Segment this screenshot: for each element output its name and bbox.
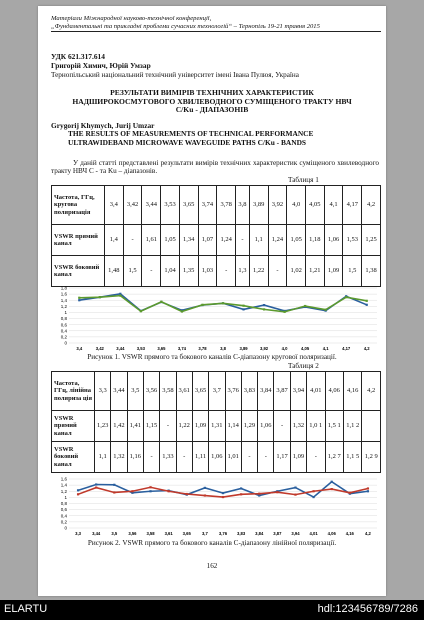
- table-cell: 1,5: [343, 256, 362, 287]
- table-cell: -: [217, 256, 236, 287]
- data-point: [99, 296, 101, 298]
- table-cell: 1,3: [236, 256, 250, 287]
- x-tick-label: 4,06: [327, 531, 336, 536]
- table-cell: 1,14: [225, 411, 241, 442]
- data-point: [263, 308, 265, 310]
- table-cell: 1,05: [161, 225, 180, 256]
- table-cell: 1,5 1: [325, 411, 343, 442]
- table-cell: 4,17: [343, 186, 362, 225]
- table-cell: -: [307, 442, 325, 473]
- table2-caption: Таблиця 2: [288, 362, 319, 370]
- data-point: [149, 490, 151, 492]
- y-tick-label: 1,2: [60, 303, 67, 309]
- table-cell: 1,06: [324, 225, 343, 256]
- authors-en: Grygorij Khymych, Jurij Umzar: [51, 121, 155, 130]
- paper-page: [38, 6, 386, 596]
- data-point: [95, 483, 97, 485]
- table-cell: 1,02: [287, 256, 306, 287]
- conference-header: [51, 15, 381, 32]
- y-tick-label: 1,6: [60, 476, 67, 482]
- table-cell: 3,61: [176, 372, 192, 411]
- y-tick-label: 0: [64, 340, 67, 346]
- affiliation: Тернопільський національний технічний університет імені Івана Пулюя, Україна: [51, 71, 299, 79]
- data-point: [312, 490, 314, 492]
- table-cell: 1,35: [179, 256, 198, 287]
- x-tick-label: 3,44: [116, 346, 125, 351]
- table-cell: 3,87: [274, 372, 290, 411]
- table-cell: 1,1 2: [343, 411, 361, 442]
- table-cell: 3,76: [225, 372, 241, 411]
- table-cell: 1,06: [258, 411, 274, 442]
- table-cell: 1,1: [95, 442, 111, 473]
- table-cell: -: [241, 442, 257, 473]
- title-en-line: ULTRAWIDEBAND MICROWAVE WAVEGUIDE PATHS C/Ku - BANDS: [68, 137, 307, 147]
- x-tick-label: 3,78: [198, 346, 207, 351]
- table-cell: 3,92: [268, 186, 287, 225]
- data-point: [294, 486, 296, 488]
- data-point: [284, 311, 286, 313]
- data-point: [181, 310, 183, 312]
- footer-handle-link[interactable]: hdl:123456789/7286: [317, 603, 418, 615]
- conference-header-line1: Матеріали Міжнародної науково-технічної конференції,: [51, 15, 212, 22]
- title-ua-line: C/Ku - ДІАПАЗОНІВ: [175, 105, 249, 115]
- y-tick-label: 0,2: [60, 334, 67, 340]
- data-point: [367, 487, 369, 489]
- table-cell: 1,09: [290, 442, 306, 473]
- table-cell: 1,09: [192, 411, 208, 442]
- conference-header-line2: „Фундаментальні та прикладні проблеми сучасних технологій“ – Тернопіль 19-21 травня 2015: [51, 23, 381, 32]
- table-cell: 4,01: [307, 372, 325, 411]
- table-cell: 3,44: [142, 186, 161, 225]
- x-tick-label: 3,74: [177, 346, 187, 351]
- data-point: [242, 305, 244, 307]
- table-cell: 1,25: [362, 225, 381, 256]
- table-cell: 1,05: [287, 225, 306, 256]
- table-row: [52, 372, 381, 411]
- data-point: [131, 490, 133, 492]
- data-point: [222, 302, 224, 304]
- table-cell: 1,22: [249, 256, 268, 287]
- y-tick-label: 0,8: [60, 316, 67, 322]
- table-cell: 1,0 1: [307, 411, 325, 442]
- table-cell: 3,74: [198, 186, 217, 225]
- data-point: [304, 305, 306, 307]
- table-cell: 1,32: [290, 411, 306, 442]
- table-cell: -: [160, 411, 176, 442]
- chart1: [51, 285, 381, 351]
- data-point: [186, 493, 188, 495]
- table-cell: 1,48: [105, 256, 124, 287]
- x-tick-label: 4,2: [363, 346, 370, 351]
- data-point: [77, 493, 79, 495]
- figure2-caption: Рисунок 2. VSWR прямого та бокового каналів С-діапазону лінійної поляризації.: [87, 539, 337, 547]
- x-tick-label: 3,92: [259, 346, 269, 351]
- table-cell: 1,32: [111, 442, 127, 473]
- x-tick-label: 3,53: [136, 346, 145, 351]
- table-cell: 3,56: [143, 372, 159, 411]
- table-cell: 1,5: [123, 256, 142, 287]
- data-point: [204, 494, 206, 496]
- y-tick-label: 1,4: [60, 297, 67, 303]
- table-cell: 1,53: [343, 225, 362, 256]
- table-cell: 1,07: [198, 225, 217, 256]
- table-cell: 3,5: [127, 372, 143, 411]
- table-cell: 1,38: [362, 256, 381, 287]
- x-tick-label: 4,16: [345, 531, 354, 536]
- table-cell: 4,05: [305, 186, 324, 225]
- y-tick-label: 1: [64, 494, 67, 500]
- x-tick-label: 3,58: [146, 531, 155, 536]
- chart2: [51, 476, 381, 536]
- x-tick-label: 3,87: [273, 531, 282, 536]
- data-point: [119, 295, 121, 297]
- data-point: [331, 488, 333, 490]
- table-cell: 1,2 9: [362, 442, 381, 473]
- data-point: [294, 494, 296, 496]
- table-row: [52, 411, 381, 442]
- table-cell: 1,31: [209, 411, 225, 442]
- data-point: [263, 304, 265, 306]
- table-cell: 3,42: [123, 186, 142, 225]
- data-point: [77, 489, 79, 491]
- table-cell: 1,1 5: [343, 442, 361, 473]
- row-header: VSWR прямий канал: [52, 411, 95, 442]
- data-point: [276, 491, 278, 493]
- table-cell: 4,16: [343, 372, 361, 411]
- data-point: [78, 299, 80, 301]
- table-cell: 1,16: [127, 442, 143, 473]
- x-tick-label: 3,65: [182, 531, 191, 536]
- table-cell: 3,65: [179, 186, 198, 225]
- table-cell: 3,78: [217, 186, 236, 225]
- table-cell: 1,2 7: [325, 442, 343, 473]
- table-cell: 3,3: [95, 372, 111, 411]
- x-tick-label: 3,84: [255, 531, 264, 536]
- table-cell: 3,89: [249, 186, 268, 225]
- table-cell: 1,03: [198, 256, 217, 287]
- row-header: VSWR прямий канал: [52, 225, 105, 256]
- table-cell: 1,06: [209, 442, 225, 473]
- row-header: Частота, ГГц, лінійна поляриза ція: [52, 372, 95, 411]
- abstract: У даній статті представлені результати вимірів технічних характеристик суміщеного хвилеводного тракту НВЧ С - та Ku – діапазонів.: [51, 159, 379, 176]
- table-row: [52, 442, 381, 473]
- table-cell: 1,22: [176, 411, 192, 442]
- table-cell: 1,23: [95, 411, 111, 442]
- table-cell: 1,17: [274, 442, 290, 473]
- footer-bar: [0, 600, 424, 620]
- y-tick-label: 0,4: [60, 328, 67, 334]
- table-cell: 4,06: [325, 372, 343, 411]
- data-point: [312, 496, 314, 498]
- y-tick-label: 0,6: [60, 507, 67, 513]
- table-cell: 4,2: [362, 372, 381, 411]
- data-point: [113, 491, 115, 493]
- table-cell: 1,15: [143, 411, 159, 442]
- x-tick-label: 4,01: [309, 531, 318, 536]
- table-cell: 1,01: [225, 442, 241, 473]
- data-point: [222, 496, 224, 498]
- y-tick-label: 1,8: [60, 285, 67, 291]
- udk-code: УДК 621.317.614: [51, 52, 105, 61]
- title-ua-line: РЕЗУЛЬТАТИ ВИМІРІВ ТЕХНІЧНИХ ХАРАКТЕРИСТИК: [110, 88, 314, 97]
- table-cell: 1,09: [324, 256, 343, 287]
- table-cell: 3,53: [161, 186, 180, 225]
- table-cell: -: [258, 442, 274, 473]
- x-tick-label: 3,44: [92, 531, 101, 536]
- x-tick-label: 4,0: [281, 346, 288, 351]
- data-point: [78, 297, 80, 299]
- x-tick-label: 3,5: [111, 531, 118, 536]
- table-cell: 3,94: [290, 372, 306, 411]
- table-cell: 3,7: [209, 372, 225, 411]
- y-tick-label: 0: [64, 525, 67, 531]
- table-cell: -: [176, 442, 192, 473]
- data-point: [345, 296, 347, 298]
- table-cell: 4,2: [362, 186, 381, 225]
- page-number: 162: [206, 562, 218, 570]
- y-tick-label: 1,4: [60, 482, 67, 488]
- x-tick-label: 3,65: [157, 346, 166, 351]
- data-point: [331, 481, 333, 483]
- table-cell: -: [123, 225, 142, 256]
- table-cell: 3,58: [160, 372, 176, 411]
- data-point: [201, 304, 203, 306]
- x-tick-label: 3,4: [76, 346, 83, 351]
- footer-repository-label: ELARTU: [4, 603, 48, 615]
- x-tick-label: 3,8: [220, 346, 226, 351]
- x-tick-label: 3,61: [164, 531, 173, 536]
- data-point: [258, 493, 260, 495]
- data-point: [160, 301, 162, 303]
- y-tick-label: 1: [64, 310, 67, 316]
- table-cell: 1,11: [192, 442, 208, 473]
- data-point: [140, 310, 142, 312]
- table-cell: 1,34: [179, 225, 198, 256]
- table-row: [52, 225, 381, 256]
- data-point: [95, 486, 97, 488]
- table-cell: 1,33: [160, 442, 176, 473]
- table-cell: 3,84: [258, 372, 274, 411]
- table-cell: 1,61: [142, 225, 161, 256]
- table-cell: 3,4: [105, 186, 124, 225]
- data-point: [325, 309, 327, 311]
- table-cell: 3,44: [111, 372, 127, 411]
- table-cell: 4,0: [287, 186, 306, 225]
- table-cell: 1,24: [217, 225, 236, 256]
- data-point: [149, 486, 151, 488]
- table-row: [52, 256, 381, 287]
- x-tick-label: 4,1: [322, 346, 329, 351]
- authors-ua: Григорій Химич, Юрій Умзар: [51, 61, 151, 70]
- data-point: [366, 300, 368, 302]
- x-tick-label: 4,05: [301, 346, 310, 351]
- data-point: [240, 493, 242, 495]
- table-cell: 1,1: [249, 225, 268, 256]
- title-ua: [46, 89, 378, 115]
- x-tick-label: 3,83: [237, 531, 246, 536]
- table1: [51, 185, 381, 287]
- data-point: [242, 308, 244, 310]
- table-cell: -: [236, 225, 250, 256]
- data-point: [222, 492, 224, 494]
- table-cell: 4,1: [324, 186, 343, 225]
- x-tick-label: 3,7: [201, 531, 208, 536]
- x-tick-label: 4,17: [342, 346, 351, 351]
- data-point: [168, 490, 170, 492]
- table-cell: 1,4: [105, 225, 124, 256]
- table-cell: 1,42: [111, 411, 127, 442]
- table-cell: 3,83: [241, 372, 257, 411]
- x-tick-label: 3,89: [239, 346, 248, 351]
- table2: [51, 371, 381, 473]
- table-cell: -: [268, 256, 287, 287]
- table-cell: -: [143, 442, 159, 473]
- y-tick-label: 0,2: [60, 519, 67, 525]
- table-cell: 1,41: [127, 411, 143, 442]
- table-cell: 3,8: [236, 186, 250, 225]
- y-tick-label: 0,4: [60, 513, 67, 519]
- data-point: [367, 490, 369, 492]
- table1-caption: Таблиця 1: [288, 176, 319, 184]
- data-point: [204, 487, 206, 489]
- title-ua-line: НАДШИРОКОСМУГОВОГО ХВИЛЕВОДНОГО СУМІЩЕНОГО ТРАКТУ НВЧ: [72, 96, 352, 106]
- y-tick-label: 1,6: [60, 291, 67, 297]
- x-tick-label: 3,76: [218, 531, 228, 536]
- x-tick-label: 3,42: [95, 346, 104, 351]
- x-tick-label: 3,3: [75, 531, 81, 536]
- figure1-caption: Рисунок 1. VSWR прямого та бокового каналів С-діапазону кругової поляризації.: [87, 353, 337, 361]
- row-header: VSWR боковий канал: [52, 256, 105, 287]
- table-cell: 1,29: [241, 411, 257, 442]
- row-header: VSWR боковий канал: [52, 442, 95, 473]
- table-cell: [362, 411, 381, 442]
- x-tick-label: 4,2: [365, 531, 371, 536]
- x-tick-label: 3,94: [291, 531, 300, 536]
- table-cell: 1,18: [305, 225, 324, 256]
- data-point: [366, 304, 368, 306]
- table-cell: 3,65: [192, 372, 208, 411]
- data-point: [349, 492, 351, 494]
- table-cell: 1,21: [305, 256, 324, 287]
- y-tick-label: 0,6: [60, 322, 67, 328]
- title-en-line: THE RESULTS OF MEASUREMENTS OF TECHNICAL PERFORMANCE: [68, 129, 314, 138]
- table-cell: 1,24: [268, 225, 287, 256]
- data-point: [113, 484, 115, 486]
- data-point: [240, 487, 242, 489]
- table-cell: -: [274, 411, 290, 442]
- y-tick-label: 0,8: [60, 501, 67, 507]
- x-tick-label: 3,56: [128, 531, 137, 536]
- table-cell: -: [142, 256, 161, 287]
- row-header: Частота, ГГц, кругова поляризація: [52, 186, 105, 225]
- title-en: [68, 130, 378, 147]
- y-tick-label: 1,2: [60, 488, 67, 494]
- table-cell: 1,04: [161, 256, 180, 287]
- table-row: [52, 186, 381, 225]
